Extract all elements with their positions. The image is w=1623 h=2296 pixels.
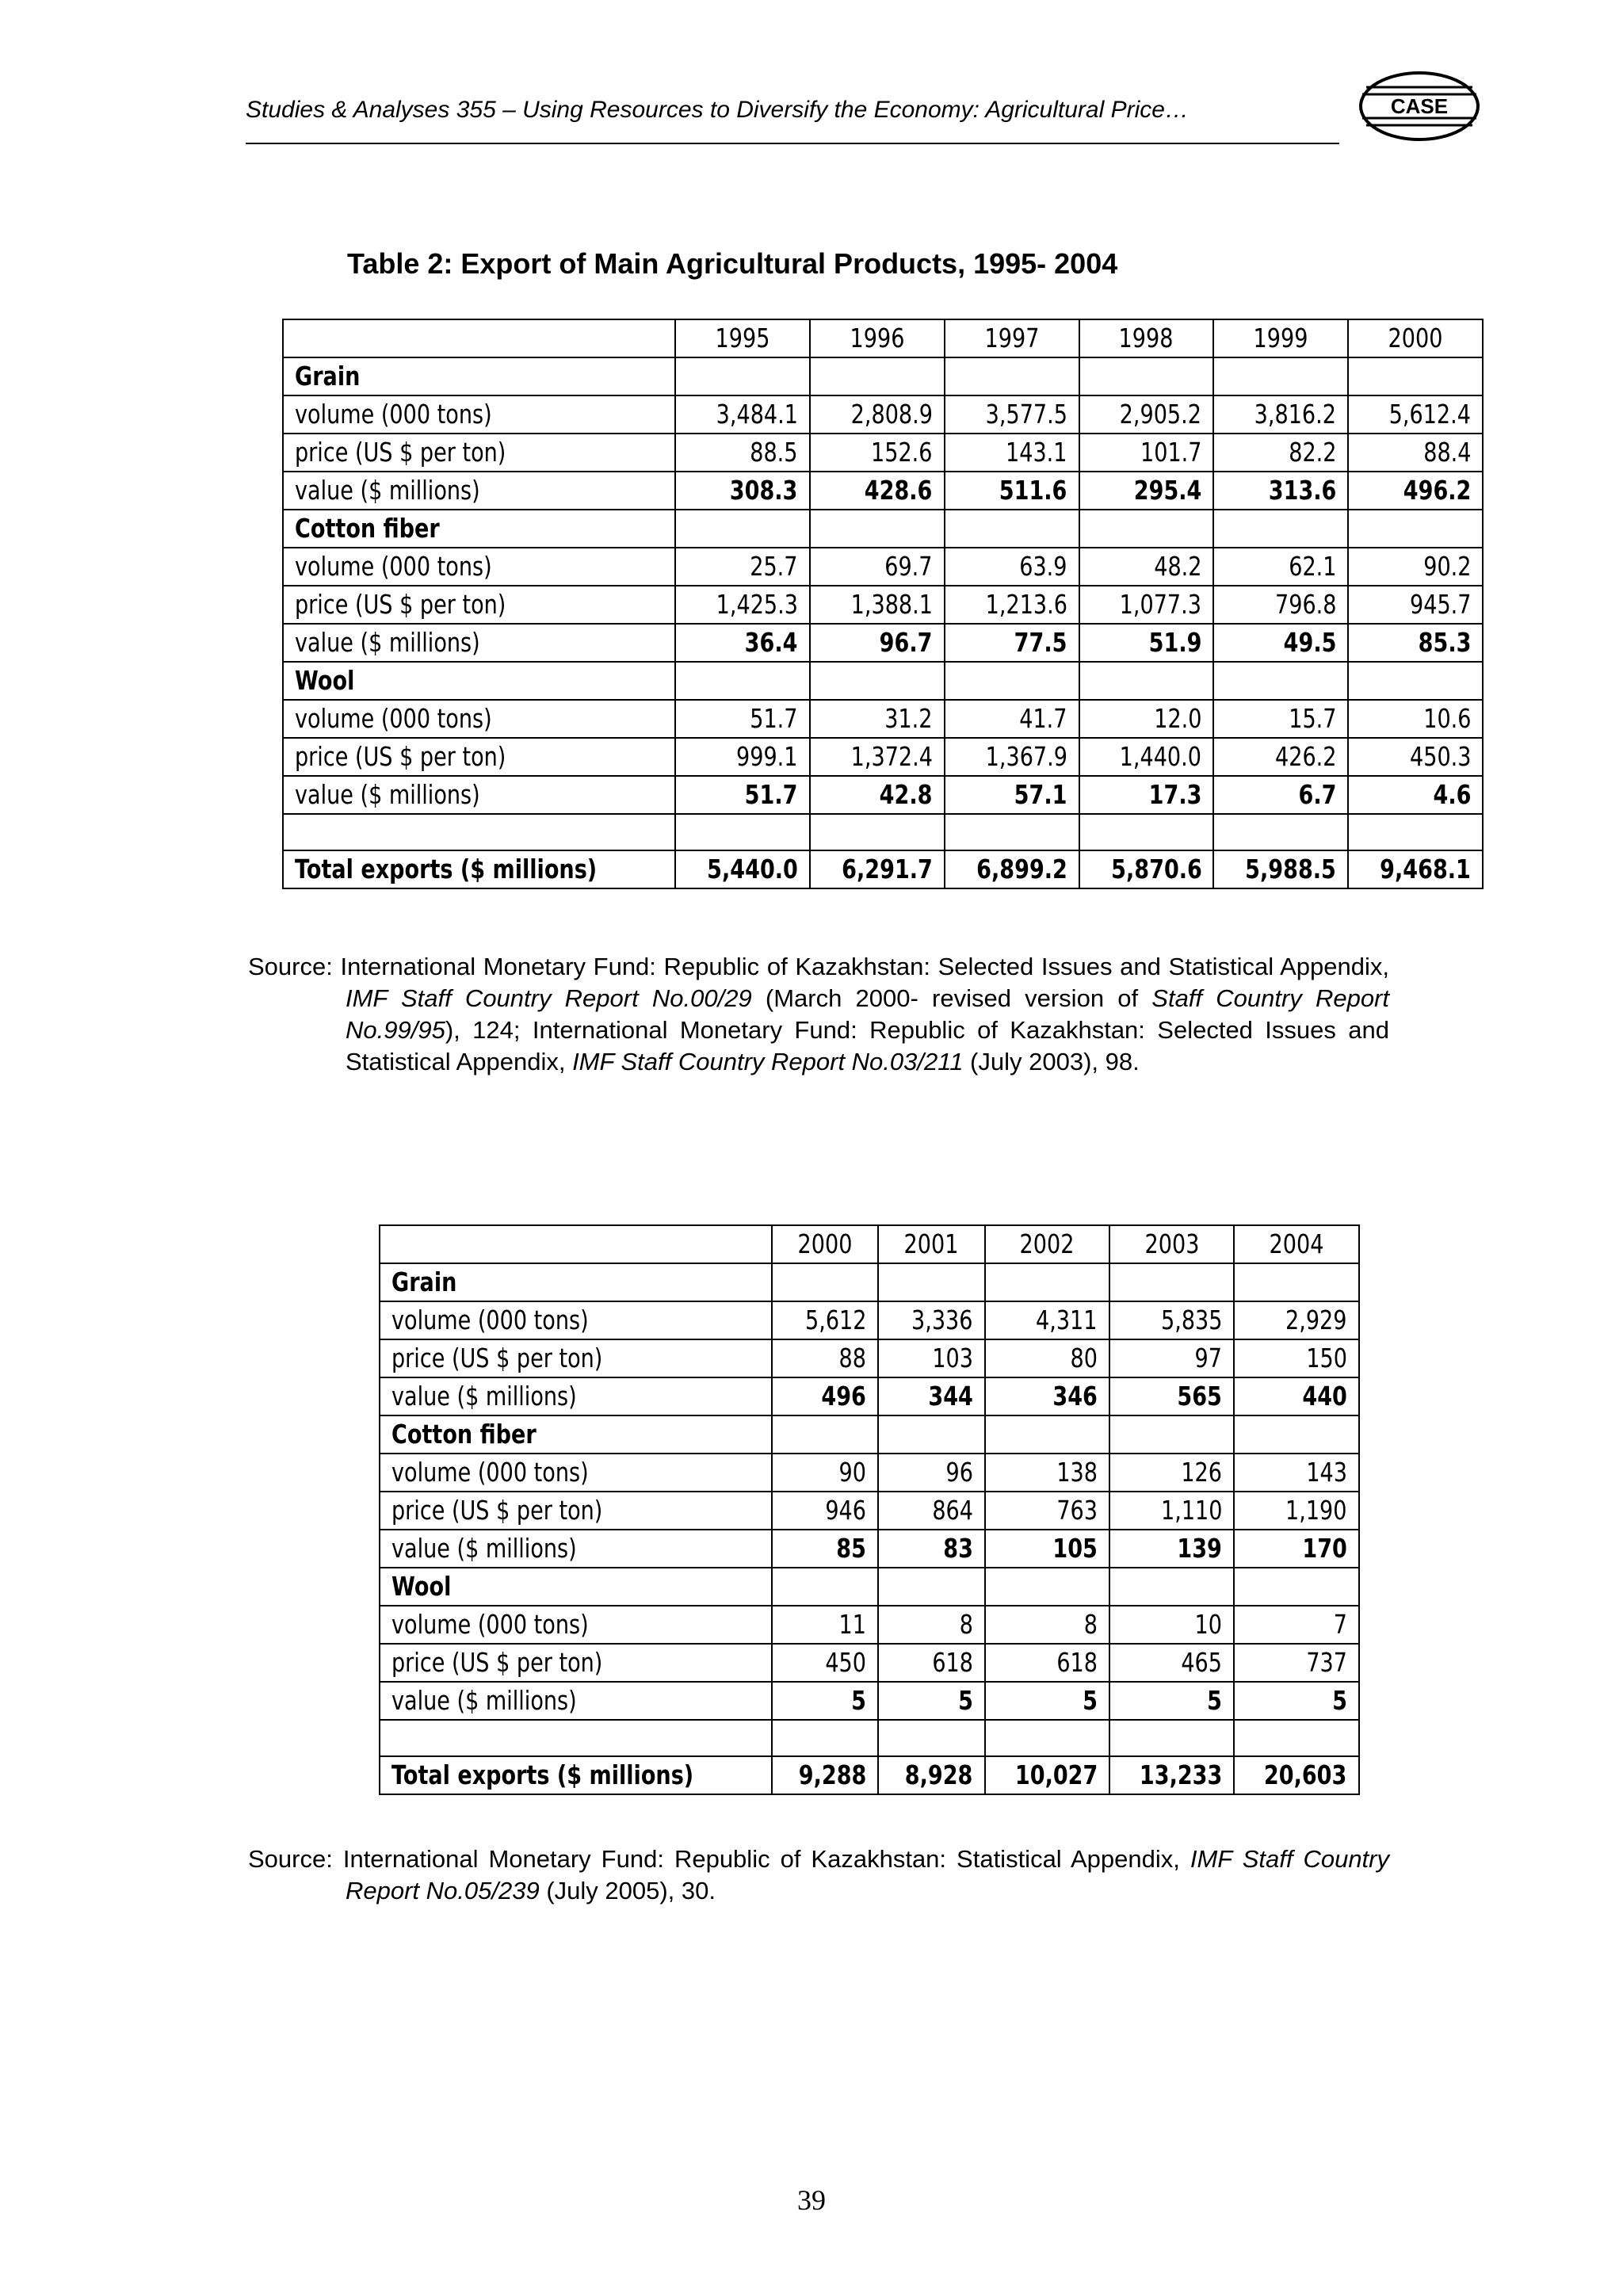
table-row (283, 586, 1483, 624)
corner-cell (283, 319, 675, 357)
value-cell: 1,367.9 (945, 738, 1079, 776)
row-label: value ($ millions) (380, 1377, 772, 1415)
empty-cell (1348, 814, 1483, 850)
empty-cell (1348, 510, 1483, 548)
logo-text: CASE (1390, 94, 1449, 118)
value-cell: 1,425.3 (675, 586, 810, 624)
table-row (283, 624, 1483, 662)
empty-cell (1079, 510, 1214, 548)
value-cell: 80 (985, 1339, 1109, 1377)
total-cell: 9,468.1 (1348, 850, 1483, 888)
value-cell: 1,077.3 (1079, 586, 1214, 624)
header-rule (246, 143, 1339, 144)
value-cell: 496 (772, 1377, 878, 1415)
value-cell: 12.0 (1079, 700, 1214, 738)
empty-cell (985, 1415, 1109, 1454)
value-cell: 62.1 (1213, 548, 1348, 586)
table-row (380, 1530, 1359, 1568)
section-row (283, 662, 1483, 700)
value-cell: 3,484.1 (675, 395, 810, 434)
row-label: volume (000 tons) (283, 700, 675, 738)
value-cell: 2,808.9 (810, 395, 945, 434)
value-cell: 143 (1234, 1454, 1358, 1492)
value-cell: 2,905.2 (1079, 395, 1214, 434)
value-cell: 5,835 (1109, 1301, 1234, 1339)
value-cell: 737 (1234, 1644, 1358, 1682)
source-segment: (July 2005), 30. (539, 1877, 716, 1904)
empty-cell (772, 1263, 878, 1301)
value-cell: 511.6 (945, 472, 1079, 510)
value-cell: 8 (985, 1606, 1109, 1644)
row-label: price (US $ per ton) (283, 738, 675, 776)
blank-row (380, 1720, 1359, 1756)
table-row (283, 434, 1483, 472)
total-cell: 5,988.5 (1213, 850, 1348, 888)
row-label: volume (000 tons) (380, 1606, 772, 1644)
value-cell: 170 (1234, 1530, 1358, 1568)
value-cell: 8 (878, 1606, 984, 1644)
value-cell: 440 (1234, 1377, 1358, 1415)
value-cell: 17.3 (1079, 776, 1214, 814)
value-cell: 2,929 (1234, 1301, 1358, 1339)
value-cell: 5 (1109, 1682, 1234, 1720)
value-cell: 1,110 (1109, 1492, 1234, 1530)
table-row (380, 1682, 1359, 1720)
empty-cell (878, 1263, 984, 1301)
row-label: value ($ millions) (380, 1530, 772, 1568)
value-cell: 51.7 (675, 776, 810, 814)
source-segment: Source: International Monetary Fund: Republic of Kazakhstan: Selected Issues and Statistical Appendix, (248, 953, 1389, 980)
source-note-2 (248, 1843, 1389, 1907)
value-cell: 618 (985, 1644, 1109, 1682)
value-cell: 3,577.5 (945, 395, 1079, 434)
column-header: 2000 (772, 1225, 878, 1263)
value-cell: 77.5 (945, 624, 1079, 662)
empty-cell (1348, 662, 1483, 700)
value-cell: 5 (878, 1682, 984, 1720)
empty-cell (1079, 662, 1214, 700)
value-cell: 150 (1234, 1339, 1358, 1377)
empty-cell (283, 814, 675, 850)
value-cell: 49.5 (1213, 624, 1348, 662)
value-cell: 97 (1109, 1339, 1234, 1377)
value-cell: 25.7 (675, 548, 810, 586)
empty-cell (1109, 1568, 1234, 1606)
value-cell: 82.2 (1213, 434, 1348, 472)
row-label: price (US $ per ton) (380, 1492, 772, 1530)
column-header: 2004 (1234, 1225, 1358, 1263)
value-cell: 85.3 (1348, 624, 1483, 662)
value-cell: 57.1 (945, 776, 1079, 814)
value-cell: 450.3 (1348, 738, 1483, 776)
total-cell: 5,870.6 (1079, 850, 1214, 888)
total-cell: 5,440.0 (675, 850, 810, 888)
row-label: price (US $ per ton) (283, 586, 675, 624)
page-number: 39 (797, 2184, 826, 2216)
row-label: value ($ millions) (283, 472, 675, 510)
value-cell: 7 (1234, 1606, 1358, 1644)
source-note-1 (248, 951, 1389, 1078)
total-cell: 6,899.2 (945, 850, 1079, 888)
empty-cell (380, 1720, 772, 1756)
value-cell: 5 (1234, 1682, 1358, 1720)
section-row (380, 1415, 1359, 1454)
column-header: 1996 (810, 319, 945, 357)
value-cell: 428.6 (810, 472, 945, 510)
value-cell: 88.5 (675, 434, 810, 472)
value-cell: 618 (878, 1644, 984, 1682)
source-segment: (July 2003), 98. (963, 1048, 1140, 1075)
row-label: price (US $ per ton) (380, 1644, 772, 1682)
value-cell: 796.8 (1213, 586, 1348, 624)
empty-cell (1109, 1415, 1234, 1454)
empty-cell (1079, 357, 1214, 395)
value-cell: 1,440.0 (1079, 738, 1214, 776)
value-cell: 126 (1109, 1454, 1234, 1492)
table-row (283, 776, 1483, 814)
value-cell: 88.4 (1348, 434, 1483, 472)
value-cell: 496.2 (1348, 472, 1483, 510)
empty-cell (1234, 1720, 1358, 1756)
empty-cell (945, 510, 1079, 548)
value-cell: 139 (1109, 1530, 1234, 1568)
total-cell: 9,288 (772, 1756, 878, 1794)
section-label: Cotton fiber (283, 510, 675, 548)
export-table-1995-2000 (282, 319, 1484, 889)
column-header: 1995 (675, 319, 810, 357)
table-row (283, 700, 1483, 738)
table-row (283, 738, 1483, 776)
header-row (283, 319, 1483, 357)
section-row (283, 357, 1483, 395)
column-header: 1998 (1079, 319, 1214, 357)
value-cell: 48.2 (1079, 548, 1214, 586)
section-row (283, 510, 1483, 548)
section-row (380, 1263, 1359, 1301)
value-cell: 5 (772, 1682, 878, 1720)
value-cell: 1,372.4 (810, 738, 945, 776)
empty-cell (1234, 1415, 1358, 1454)
table-row (380, 1606, 1359, 1644)
value-cell: 10.6 (1348, 700, 1483, 738)
value-cell: 88 (772, 1339, 878, 1377)
empty-cell (945, 814, 1079, 850)
table-row (283, 548, 1483, 586)
total-label: Total exports ($ millions) (283, 850, 675, 888)
value-cell: 450 (772, 1644, 878, 1682)
value-cell: 96 (878, 1454, 984, 1492)
empty-cell (675, 357, 810, 395)
value-cell: 4.6 (1348, 776, 1483, 814)
column-header: 1999 (1213, 319, 1348, 357)
value-cell: 90 (772, 1454, 878, 1492)
row-label: price (US $ per ton) (283, 434, 675, 472)
value-cell: 763 (985, 1492, 1109, 1530)
total-row (283, 850, 1483, 888)
total-cell: 10,027 (985, 1756, 1109, 1794)
blank-row (283, 814, 1483, 850)
table-row (380, 1644, 1359, 1682)
value-cell: 11 (772, 1606, 878, 1644)
row-label: price (US $ per ton) (380, 1339, 772, 1377)
value-cell: 85 (772, 1530, 878, 1568)
section-label: Grain (283, 357, 675, 395)
value-cell: 152.6 (810, 434, 945, 472)
section-label: Grain (380, 1263, 772, 1301)
value-cell: 5 (985, 1682, 1109, 1720)
total-label: Total exports ($ millions) (380, 1756, 772, 1794)
running-header (246, 94, 1339, 149)
total-row (380, 1756, 1359, 1794)
empty-cell (772, 1568, 878, 1606)
source-segment: (March 2000- revised version of (751, 984, 1152, 1012)
empty-cell (1079, 814, 1214, 850)
value-cell: 946 (772, 1492, 878, 1530)
empty-cell (810, 510, 945, 548)
source-segment: ), 124; International Monetary Fund: Republic of Kazakhstan: Selected Issues and Statistical Appendix, (346, 1016, 1389, 1075)
total-cell: 20,603 (1234, 1756, 1358, 1794)
table-row (380, 1339, 1359, 1377)
empty-cell (1348, 357, 1483, 395)
value-cell: 864 (878, 1492, 984, 1530)
empty-cell (878, 1720, 984, 1756)
row-label: volume (000 tons) (283, 548, 675, 586)
value-cell: 1,213.6 (945, 586, 1079, 624)
value-cell: 51.9 (1079, 624, 1214, 662)
value-cell: 465 (1109, 1644, 1234, 1682)
value-cell: 15.7 (1213, 700, 1348, 738)
empty-cell (985, 1720, 1109, 1756)
empty-cell (945, 662, 1079, 700)
empty-cell (772, 1720, 878, 1756)
value-cell: 51.7 (675, 700, 810, 738)
empty-cell (1234, 1568, 1358, 1606)
value-cell: 143.1 (945, 434, 1079, 472)
value-cell: 36.4 (675, 624, 810, 662)
empty-cell (810, 357, 945, 395)
value-cell: 426.2 (1213, 738, 1348, 776)
row-label: volume (000 tons) (380, 1454, 772, 1492)
table-row (380, 1454, 1359, 1492)
value-cell: 999.1 (675, 738, 810, 776)
empty-cell (878, 1568, 984, 1606)
value-cell: 41.7 (945, 700, 1079, 738)
column-header: 1997 (945, 319, 1079, 357)
source-segment: Source: International Monetary Fund: Republic of Kazakhstan: Statistical Appendix, (248, 1845, 1190, 1873)
value-cell: 344 (878, 1377, 984, 1415)
source-segment: Staff Country Report No.99/95 (346, 984, 1389, 1044)
value-cell: 1,190 (1234, 1492, 1358, 1530)
value-cell: 308.3 (675, 472, 810, 510)
empty-cell (675, 510, 810, 548)
case-logo (1357, 70, 1482, 143)
empty-cell (1213, 357, 1348, 395)
empty-cell (1213, 510, 1348, 548)
empty-cell (1234, 1263, 1358, 1301)
table-row (380, 1492, 1359, 1530)
empty-cell (985, 1263, 1109, 1301)
value-cell: 96.7 (810, 624, 945, 662)
column-header: 2002 (985, 1225, 1109, 1263)
value-cell: 6.7 (1213, 776, 1348, 814)
value-cell: 5,612 (772, 1301, 878, 1339)
section-label: Wool (283, 662, 675, 700)
value-cell: 90.2 (1348, 548, 1483, 586)
table-row (380, 1301, 1359, 1339)
section-row (380, 1568, 1359, 1606)
section-label: Wool (380, 1568, 772, 1606)
value-cell: 83 (878, 1530, 984, 1568)
value-cell: 5,612.4 (1348, 395, 1483, 434)
table-row (380, 1377, 1359, 1415)
empty-cell (1109, 1720, 1234, 1756)
section-label: Cotton fiber (380, 1415, 772, 1454)
value-cell: 105 (985, 1530, 1109, 1568)
export-table-2000-2004 (379, 1224, 1360, 1795)
empty-cell (810, 814, 945, 850)
empty-cell (878, 1415, 984, 1454)
running-title: Studies & Analyses 355 – Using Resources to Diversify the Economy: Agricultural Price… (246, 97, 1189, 123)
value-cell: 10 (1109, 1606, 1234, 1644)
value-cell: 69.7 (810, 548, 945, 586)
value-cell: 31.2 (810, 700, 945, 738)
table-row (283, 395, 1483, 434)
empty-cell (675, 662, 810, 700)
value-cell: 101.7 (1079, 434, 1214, 472)
source-segment: IMF Staff Country Report No.03/211 (572, 1048, 964, 1075)
header-row (380, 1225, 1359, 1263)
empty-cell (675, 814, 810, 850)
row-label: volume (000 tons) (283, 395, 675, 434)
value-cell: 565 (1109, 1377, 1234, 1415)
empty-cell (810, 662, 945, 700)
table-title: Table 2: Export of Main Agricultural Products, 1995- 2004 (347, 247, 1118, 280)
value-cell: 346 (985, 1377, 1109, 1415)
corner-cell (380, 1225, 772, 1263)
value-cell: 63.9 (945, 548, 1079, 586)
source-segment: IMF Staff Country Report No.00/29 (346, 984, 752, 1012)
table-row (283, 472, 1483, 510)
total-cell: 13,233 (1109, 1756, 1234, 1794)
total-cell: 8,928 (878, 1756, 984, 1794)
row-label: value ($ millions) (283, 776, 675, 814)
row-label: value ($ millions) (380, 1682, 772, 1720)
empty-cell (945, 357, 1079, 395)
empty-cell (772, 1415, 878, 1454)
value-cell: 4,311 (985, 1301, 1109, 1339)
value-cell: 42.8 (810, 776, 945, 814)
value-cell: 945.7 (1348, 586, 1483, 624)
column-header: 2000 (1348, 319, 1483, 357)
empty-cell (1213, 662, 1348, 700)
source-segment: IMF Staff Country Report No.05/239 (346, 1845, 1389, 1904)
value-cell: 103 (878, 1339, 984, 1377)
row-label: value ($ millions) (283, 624, 675, 662)
value-cell: 313.6 (1213, 472, 1348, 510)
value-cell: 1,388.1 (810, 586, 945, 624)
value-cell: 138 (985, 1454, 1109, 1492)
value-cell: 295.4 (1079, 472, 1214, 510)
empty-cell (1213, 814, 1348, 850)
empty-cell (985, 1568, 1109, 1606)
value-cell: 3,336 (878, 1301, 984, 1339)
column-header: 2001 (878, 1225, 984, 1263)
empty-cell (1109, 1263, 1234, 1301)
row-label: volume (000 tons) (380, 1301, 772, 1339)
column-header: 2003 (1109, 1225, 1234, 1263)
total-cell: 6,291.7 (810, 850, 945, 888)
value-cell: 3,816.2 (1213, 395, 1348, 434)
